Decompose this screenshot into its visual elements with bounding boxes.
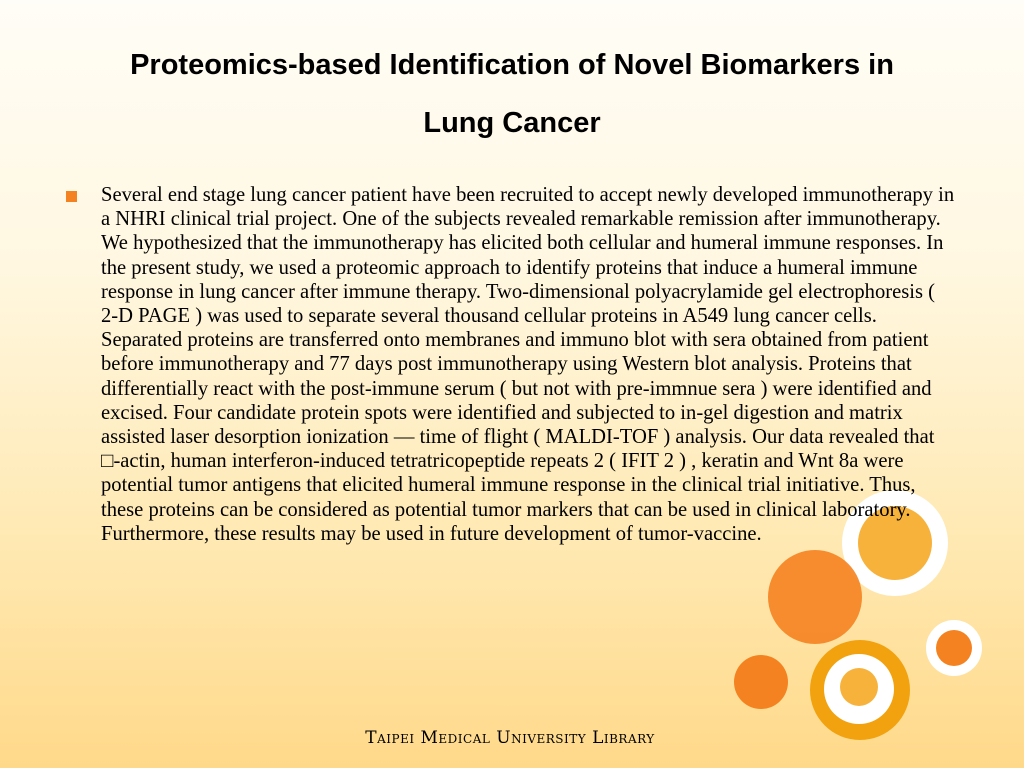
bullet-text: Several end stage lung cancer patient have been recruited to accept newly developed immunotherapy in a NHRI clinical trial project. One of the subjects revealed remarkable remission after immunotherapy. We hypothesized that the immunotherapy has elicited both cellular and humeral immune responses. In the present study, we used a proteomic approach to identify proteins that induce a humeral immune response in lung cancer after immune therapy. Two-dimensional polyacrylamide gel electrophoresis ( 2-D PAGE ) was used to separate several thousand cellular proteins in A549 lung cancer cells. Separated proteins are transferred onto membranes and immuno blot with sera obtained from patient before immunotherapy and 77 days post immunotherapy using Western blot analysis. Proteins that differentially react with the post-immune serum ( but not with pre-immnue sera ) were identified and excised. Four candidate protein spots were identified and subjected to in-gel digestion and matrix assisted laser desorption ionization — time of flight ( MALDI-TOF ) analysis. Our data revealed that □-actin, human interferon-induced tetratricopeptide repeats 2 ( IFIT 2 ) , keratin and Wnt 8a were potential tumor antigens that elicited humeral immune response in the clinical trial initiative. Thus, these proteins can be considered as potential tumor markers that can be used in clinical laboratory. Furthermore, these results may be used in future development of tumor-vaccine.	[101, 184, 955, 545]
square-bullet-icon	[66, 191, 77, 202]
decor-circle-medium	[768, 550, 862, 644]
slide-title-line1: Proteomics-based Identification of Novel Biomarkers in	[130, 49, 894, 81]
decor-circle-ring-right-inner	[936, 630, 972, 666]
footer-library-name: Taipei Medical University Library	[365, 728, 655, 748]
decor-circle-bottom-core	[840, 668, 878, 706]
decor-circle-small-left	[734, 655, 788, 709]
slide-title-line2: Lung Cancer	[423, 107, 601, 139]
slide-title	[40, 36, 984, 152]
